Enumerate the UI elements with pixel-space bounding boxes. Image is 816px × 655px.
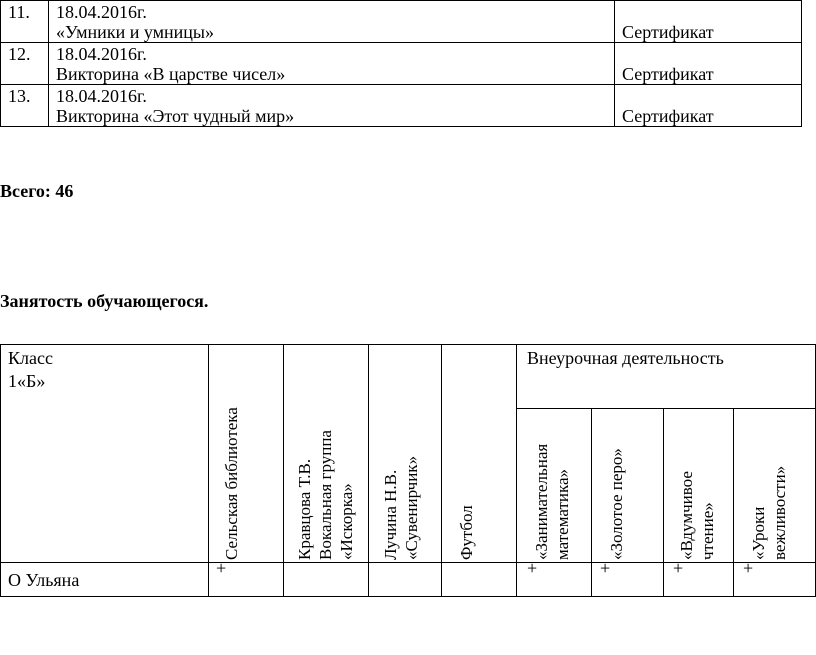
row-number: 12. xyxy=(1,43,49,85)
mark-golden-pen: + xyxy=(600,558,611,578)
column-divider xyxy=(733,408,734,597)
mark-reading: + xyxy=(673,558,684,578)
section-heading: Занятость обучающегося. xyxy=(0,291,209,311)
table-row xyxy=(1,85,802,127)
event-date: 18.04.2016г. xyxy=(56,2,147,22)
event-description xyxy=(49,1,615,43)
header-politeness: «Уроки вежливости» xyxy=(749,465,789,560)
event-result: Сертификат xyxy=(615,85,802,127)
header-reading: «Вдумчивое чтение» xyxy=(677,471,717,560)
column-divider xyxy=(663,408,664,597)
table-border-top xyxy=(0,344,816,345)
row-number: 11. xyxy=(1,1,49,43)
table-row xyxy=(1,43,802,85)
schedule-table xyxy=(0,344,816,597)
column-divider xyxy=(208,344,209,597)
column-divider xyxy=(516,344,517,597)
event-result: Сертификат xyxy=(615,43,802,85)
table-border-bottom xyxy=(0,596,816,597)
column-divider xyxy=(368,344,369,597)
header-golden-pen: «Золотое перо» xyxy=(607,448,626,560)
header-math: «Занимательная математика» xyxy=(532,443,572,560)
event-title: Викторина «В царстве чисел» xyxy=(56,64,286,84)
mark-library: + xyxy=(216,558,227,578)
header-divider xyxy=(0,562,816,563)
header-vocal-group: Кравцова Т.В. Вокальная группа «Искорка» xyxy=(295,430,356,560)
event-title: «Умники и умницы» xyxy=(56,22,214,42)
column-divider xyxy=(591,408,592,597)
header-library: Сельская библиотека xyxy=(222,407,241,560)
event-description xyxy=(49,43,615,85)
mark-math: + xyxy=(527,558,538,578)
event-date: 18.04.2016г. xyxy=(56,86,147,106)
row-number: 13. xyxy=(1,85,49,127)
extracurricular-header: Внеурочная деятельность xyxy=(527,348,724,368)
event-result: Сертификат xyxy=(615,1,802,43)
table-row xyxy=(1,1,802,43)
event-date: 18.04.2016г. xyxy=(56,44,147,64)
column-divider xyxy=(441,344,442,597)
student-name: О Ульяна xyxy=(8,570,80,590)
class-label: Класс xyxy=(8,348,53,368)
column-divider xyxy=(283,344,284,597)
event-description xyxy=(49,85,615,127)
total-count: Всего: 46 xyxy=(0,181,74,201)
header-football: Футбол xyxy=(457,505,476,560)
events-table xyxy=(0,0,802,127)
event-title: Викторина «Этот чудный мир» xyxy=(56,106,295,126)
table-border-left xyxy=(0,344,1,597)
subheader-divider xyxy=(516,408,816,409)
class-value: 1«Б» xyxy=(8,371,46,391)
header-souvenir: Лучина Н.В. «Сувенирчик» xyxy=(381,455,421,560)
mark-politeness: + xyxy=(743,558,754,578)
